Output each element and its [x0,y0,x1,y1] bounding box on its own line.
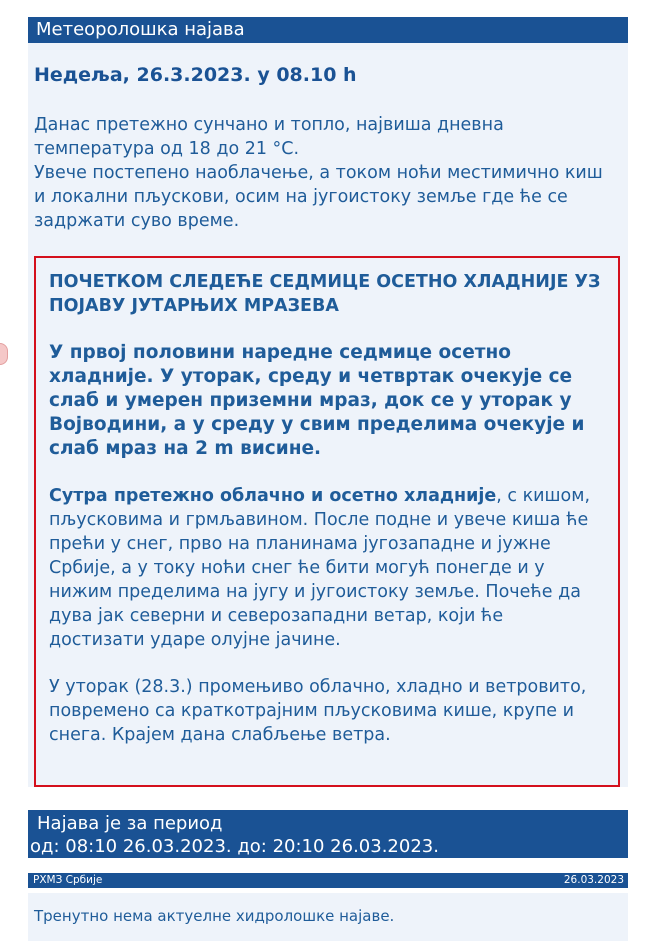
forecast-evening: Увече постепено наоблачење, а током ноћи местимично киш и локални пљускови, осим на југоистоку земље где ће се задржати суво време. [34,163,603,231]
source-footer [28,873,628,888]
alert-tomorrow-bold: Сутра претежно облачно и осетно хладније [49,486,497,506]
period-range: од: 08:10 26.03.2023. до: 20:10 26.03.2023. [30,836,439,857]
alert-tomorrow-rest: , с кишом, пљусковима и грмљавином. После подне и увече киша ће прећи у снег, прво на планинама југозападне и јужне Србије, а у току ноћи снег ће бити могућ понегде и у нижим пределима на југу и југоистоку земље. Почеће да дува јак северни и северозападни ветар, који ће достизати ударе олујне јачине. [49,486,591,650]
alert-tuesday: У уторак (28.3.) промењиво облачно, хладно и ветровито, повремено са краткотрајним пљусковима кише, крупе и снега. Крајем дана слабљење ветра. [49,677,587,745]
alert-title: ПОЧЕТКОМ СЛЕДЕЋЕ СЕДМИЦЕ ОСЕТНО ХЛАДНИЈЕ УЗ ПОЈАВУ ЈУТАРЊИХ МРАЗЕВА [49,272,601,316]
header-bar [28,17,628,43]
alert-lead: У првој половини наредне седмице осетно хладније. У уторак, среду и четвртак очекује се слаб и умерен приземни мраз, док се у уторак у Војводини, а у среду у свим пределима очекује и слаб мраз на 2 m висине. [49,342,585,459]
forecast-date: Недеља, 26.3.2023. у 08.10 h [34,64,357,86]
hydro-panel [28,893,628,941]
forecast-panel [28,43,628,787]
source-label: РХМЗ Србије [33,874,103,886]
period-title: Најава је за период [37,813,223,834]
alert-tomorrow [49,484,604,652]
forecast-today: Данас претежно сунчано и топло, највиша дневна температура од 18 до 21 °C. [34,115,504,159]
hydro-message: Тренутно нема актуелне хидролошке најаве. [34,907,395,925]
side-tab-handle[interactable] [0,343,8,365]
forecast-text [34,113,614,233]
source-date: 26.03.2023 [563,874,624,886]
weather-alert-box [34,256,620,787]
forecast-period-bar [28,810,628,858]
header-title: Метеоролошка најава [36,19,245,40]
